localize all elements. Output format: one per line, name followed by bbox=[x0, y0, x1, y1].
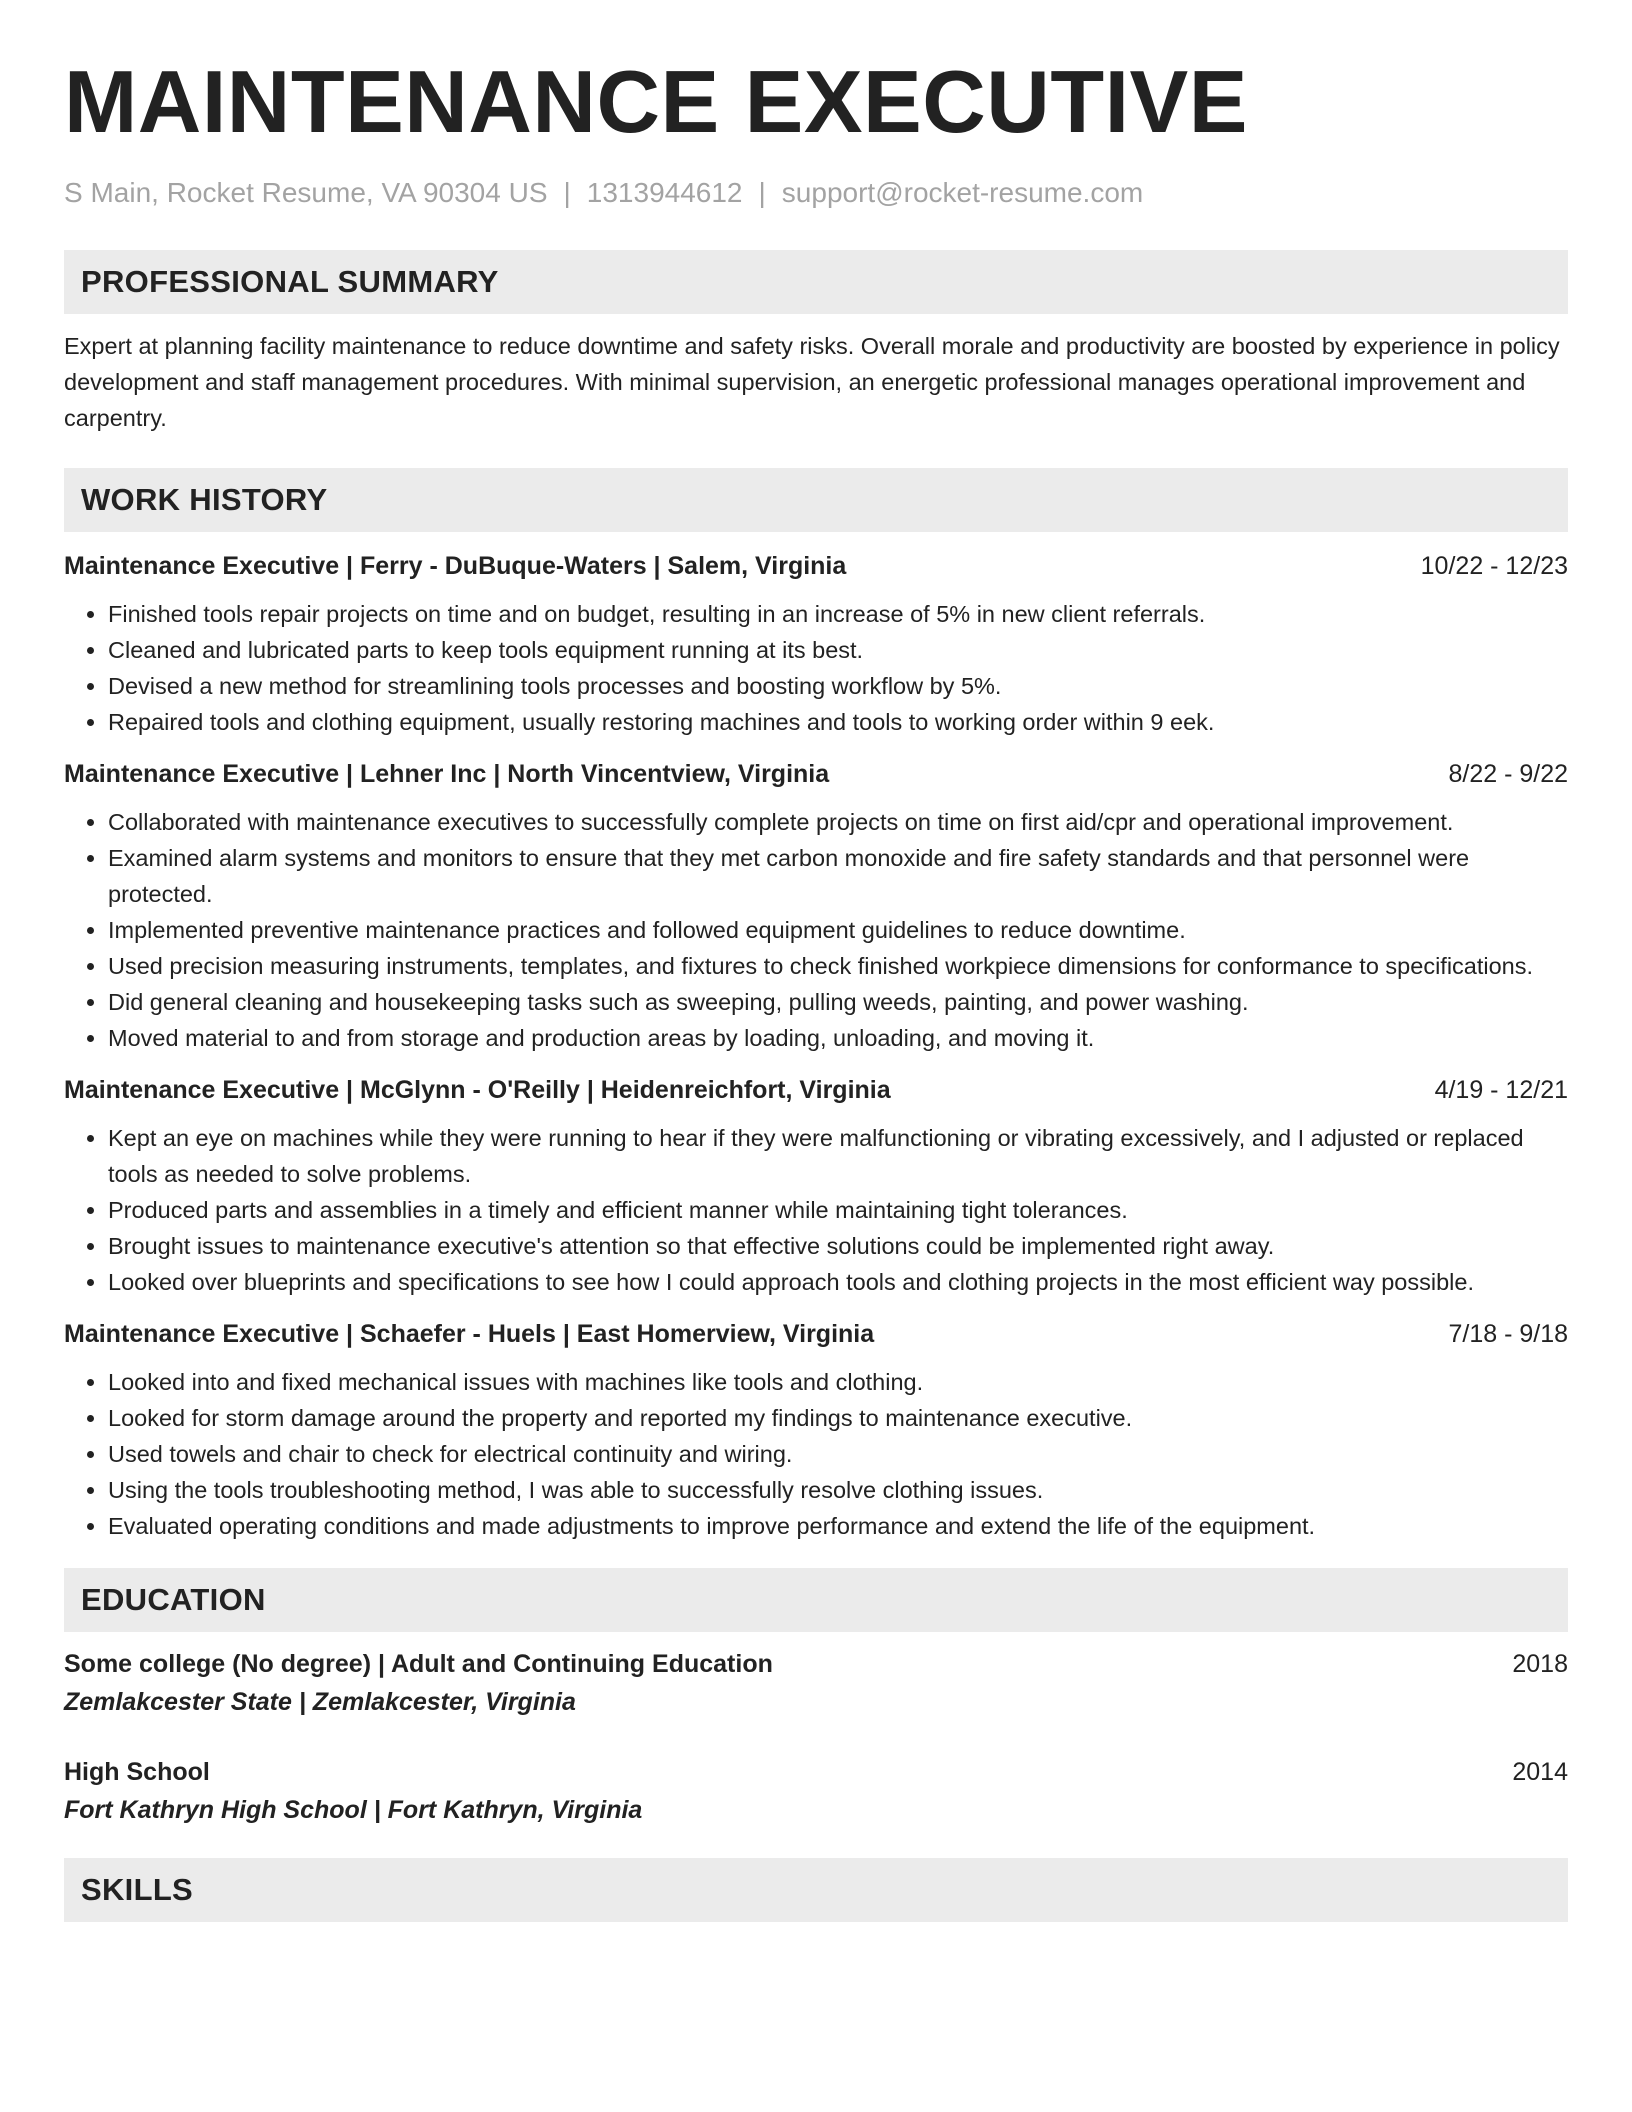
summary-heading: PROFESSIONAL SUMMARY bbox=[64, 250, 1568, 314]
contact-separator: | bbox=[758, 177, 766, 208]
job-bullet: • Looked for storm damage around the property and reported my findings to maintenance executive. bbox=[108, 1400, 1568, 1436]
education-school: Fort Kathryn High School | Fort Kathryn, Virginia bbox=[64, 1796, 643, 1824]
job-bullet: • Looked into and fixed mechanical issues with machines like tools and clothing. bbox=[108, 1364, 1568, 1400]
education-degree: Some college (No degree) | Adult and Continuing Education bbox=[64, 1650, 773, 1678]
job-bullets bbox=[64, 1120, 1568, 1300]
education-heading: EDUCATION bbox=[64, 1568, 1568, 1632]
job-bullet: • Devised a new method for streamlining tools processes and boosting workflow by 5%. bbox=[108, 668, 1568, 704]
skills-heading: SKILLS bbox=[64, 1858, 1568, 1922]
summary-text: Expert at planning facility maintenance to reduce downtime and safety risks. Overall morale and productivity are boosted by experience in policy development and staff management procedures. With minimal supervision, an energetic professional manages operational improvement and carpentry. bbox=[64, 333, 1560, 431]
job-bullet: • Collaborated with maintenance executives to successfully complete projects on time on first aid/cpr and operational improvement. bbox=[108, 804, 1568, 840]
job-bullet: • Produced parts and assemblies in a timely and efficient manner while maintaining tight tolerances. bbox=[108, 1192, 1568, 1228]
job-bullet: • Did general cleaning and housekeeping tasks such as sweeping, pulling weeds, painting, and power washing. bbox=[108, 984, 1568, 1020]
job-dates: 10/22 - 12/23 bbox=[1420, 552, 1568, 580]
resume-name: MAINTENANCE EXECUTIVE bbox=[64, 52, 1248, 151]
contact-phone: 1313944612 bbox=[586, 177, 743, 208]
education-header bbox=[64, 1754, 1568, 1790]
job-bullets bbox=[64, 596, 1568, 740]
contact-separator: | bbox=[563, 177, 571, 208]
job-title: Maintenance Executive | Schaefer - Huels | East Homerview, Virginia bbox=[64, 1320, 875, 1348]
job-title: Maintenance Executive | McGlynn - O'Reilly | Heidenreichfort, Virginia bbox=[64, 1076, 891, 1104]
education-school: Zemlakcester State | Zemlakcester, Virginia bbox=[64, 1688, 576, 1716]
job-title: Maintenance Executive | Ferry - DuBuque-Waters | Salem, Virginia bbox=[64, 552, 847, 580]
job-entry bbox=[64, 1072, 1568, 1300]
job-bullet: • Moved material to and from storage and production areas by loading, unloading, and moving it. bbox=[108, 1020, 1568, 1056]
contact-address: S Main, Rocket Resume, VA 90304 US bbox=[64, 177, 548, 208]
education-entry bbox=[64, 1754, 1568, 1828]
education-header bbox=[64, 1646, 1568, 1682]
job-bullet: • Using the tools troubleshooting method, I was able to successfully resolve clothing issues. bbox=[108, 1472, 1568, 1508]
job-entry bbox=[64, 548, 1568, 740]
education-year: 2018 bbox=[1512, 1650, 1568, 1678]
job-bullet: • Kept an eye on machines while they were running to hear if they were malfunctioning or vibrating excessively, and I adjusted or replaced tools as needed to solve problems. bbox=[108, 1120, 1568, 1192]
job-dates: 8/22 - 9/22 bbox=[1448, 760, 1568, 788]
job-bullet: • Examined alarm systems and monitors to ensure that they met carbon monoxide and fire safety standards and that personnel were protected. bbox=[108, 840, 1568, 912]
job-bullets bbox=[64, 1364, 1568, 1544]
job-header bbox=[64, 548, 1568, 584]
job-dates: 7/18 - 9/18 bbox=[1448, 1320, 1568, 1348]
job-header bbox=[64, 1072, 1568, 1108]
job-bullets bbox=[64, 804, 1568, 1056]
job-bullet: • Looked over blueprints and specifications to see how I could approach tools and clothing projects in the most efficient way possible. bbox=[108, 1264, 1568, 1300]
job-entry bbox=[64, 1316, 1568, 1544]
job-bullet: • Finished tools repair projects on time and on budget, resulting in an increase of 5% in new client referrals. bbox=[108, 596, 1568, 632]
job-header bbox=[64, 1316, 1568, 1352]
education-entry bbox=[64, 1646, 1568, 1720]
work-history-heading: WORK HISTORY bbox=[64, 468, 1568, 532]
contact-line bbox=[64, 176, 1568, 210]
job-bullet: • Repaired tools and clothing equipment, usually restoring machines and tools to working order within 9 eek. bbox=[108, 704, 1568, 740]
job-entry bbox=[64, 756, 1568, 1056]
job-bullet: • Implemented preventive maintenance practices and followed equipment guidelines to reduce downtime. bbox=[108, 912, 1568, 948]
contact-email: support@rocket-resume.com bbox=[781, 177, 1144, 208]
job-bullet: • Evaluated operating conditions and made adjustments to improve performance and extend the life of the equipment. bbox=[108, 1508, 1568, 1544]
education-degree: High School bbox=[64, 1758, 210, 1786]
education-year: 2014 bbox=[1512, 1758, 1568, 1786]
job-bullet: • Cleaned and lubricated parts to keep tools equipment running at its best. bbox=[108, 632, 1568, 668]
job-bullet: • Used precision measuring instruments, templates, and fixtures to check finished workpiece dimensions for conformance to specifications. bbox=[108, 948, 1568, 984]
job-bullet: • Used towels and chair to check for electrical continuity and wiring. bbox=[108, 1436, 1568, 1472]
job-dates: 4/19 - 12/21 bbox=[1434, 1076, 1568, 1104]
job-title: Maintenance Executive | Lehner Inc | North Vincentview, Virginia bbox=[64, 760, 830, 788]
job-bullet: • Brought issues to maintenance executive's attention so that effective solutions could be implemented right away. bbox=[108, 1228, 1568, 1264]
job-header bbox=[64, 756, 1568, 792]
